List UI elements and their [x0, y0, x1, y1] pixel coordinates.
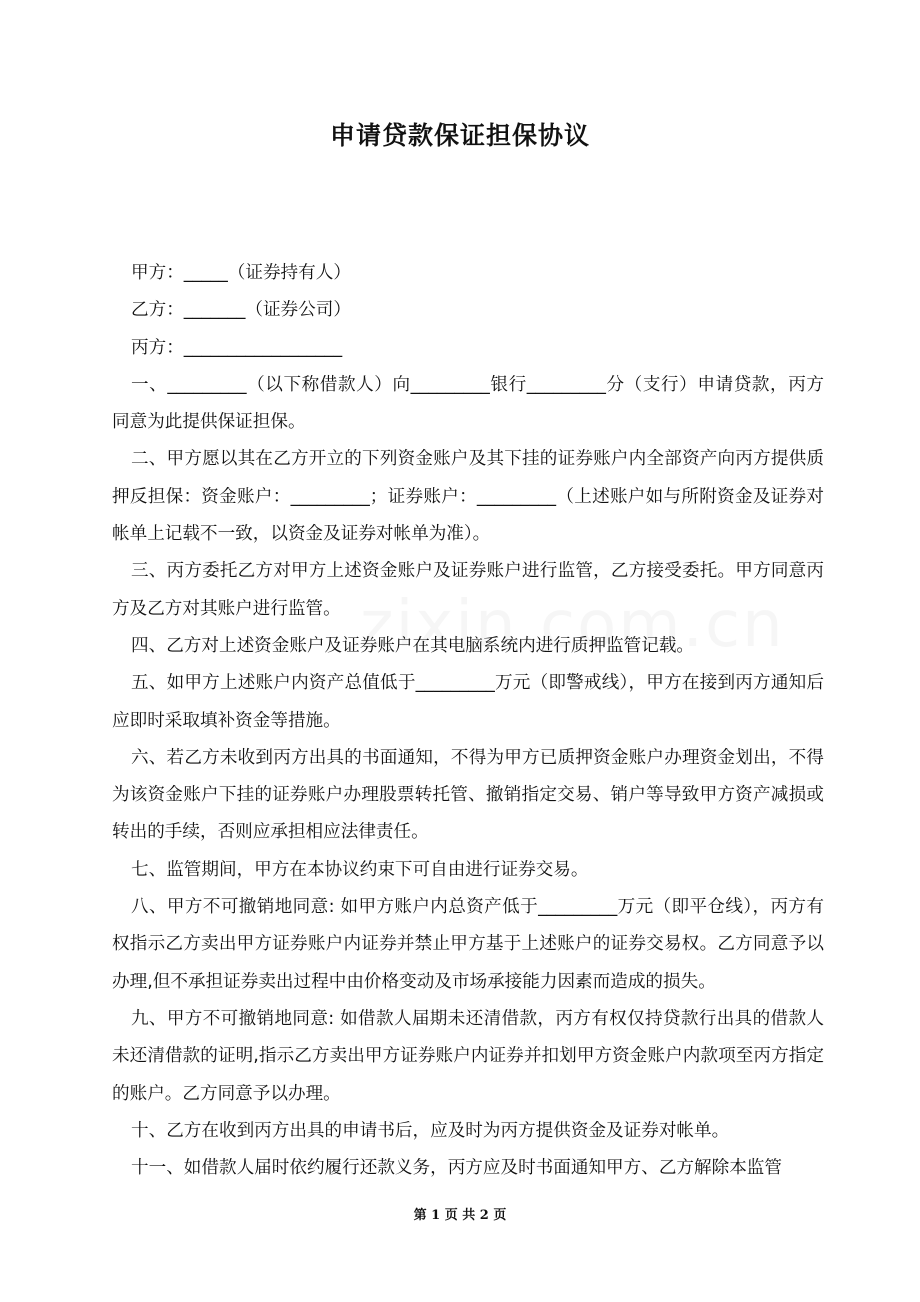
document-title: 申请贷款保证担保协议: [329, 121, 590, 150]
clause-9: 九、甲方不可撤销地同意: 如借款人届期未还清借款，丙方有权仅持贷款行出具的借款人未还清借款的证明,指示乙方卖出甲方证券账户内证券并扣划甲方资金账户内款项至丙方指定的账户。乙方同意予以办理。: [112, 1008, 824, 1104]
clause-10: 十、乙方在收到丙方出具的申请书后，应及时为丙方提供资金及证券对帐单。: [131, 1120, 730, 1141]
clause-2: 二、甲方愿以其在乙方开立的下列资金账户及其下挂的证券账户内全部资产向丙方提供质押反担保：资金账户：_________；证券账户：_________（上述账户如与所附资金及证券对帐单上记载不一致，以资金及证券对帐单为准）。: [112, 449, 824, 545]
party-c-line: 丙方：__________________: [131, 337, 343, 358]
clause-1: 一、_________（以下称借款人）向_________银行_________分（支行）申请贷款，丙方同意为此提供保证担保。: [112, 374, 824, 433]
clause-5: 五、如甲方上述账户内资产总值低于_________万元（即警戒线），甲方在接到丙方通知后应即时采取填补资金等措施。: [112, 673, 824, 731]
clause-3: 三、丙方委托乙方对甲方上述资金账户及证券账户进行监管，乙方接受委托。甲方同意丙方及乙方对其账户进行监管。: [112, 561, 824, 619]
document-body: [112, 255, 824, 1187]
party-a-line: 甲方：_____（证券持有人）: [131, 263, 351, 283]
clause-11: 十一、如借款人届时依约履行还款义务，丙方应及时书面通知甲方、乙方解除本监管: [131, 1158, 782, 1179]
clause-6: 六、若乙方未收到丙方出具的书面通知，不得为甲方已质押资金账户办理资金划出，不得为该资金账户下挂的证券账户办理股票转托管、撤销指定交易、销户等导致甲方资产减损或转出的手续，否则应承担相应法律责任。: [112, 747, 824, 843]
clause-8: 八、甲方不可撤销地同意: 如甲方账户内总资产低于_________万元（即平仓线），丙方有权指示乙方卖出甲方证券账户内证券并禁止甲方基于上述账户的证券交易权。乙方同意予以办理,但不承担证券卖出过程中由价格变动及市场承接能力因素而造成的损失。: [112, 897, 824, 992]
clause-7: 七、监管期间，甲方在本协议约束下可自由进行证券交易。: [131, 859, 589, 880]
clause-4: 四、乙方对上述资金账户及证券账户在其电脑系统内进行质押监管记载。: [131, 635, 695, 656]
page-footer: 第 1 页 共 2 页: [413, 1208, 507, 1223]
party-b-line: 乙方：_______（证券公司）: [131, 300, 351, 321]
